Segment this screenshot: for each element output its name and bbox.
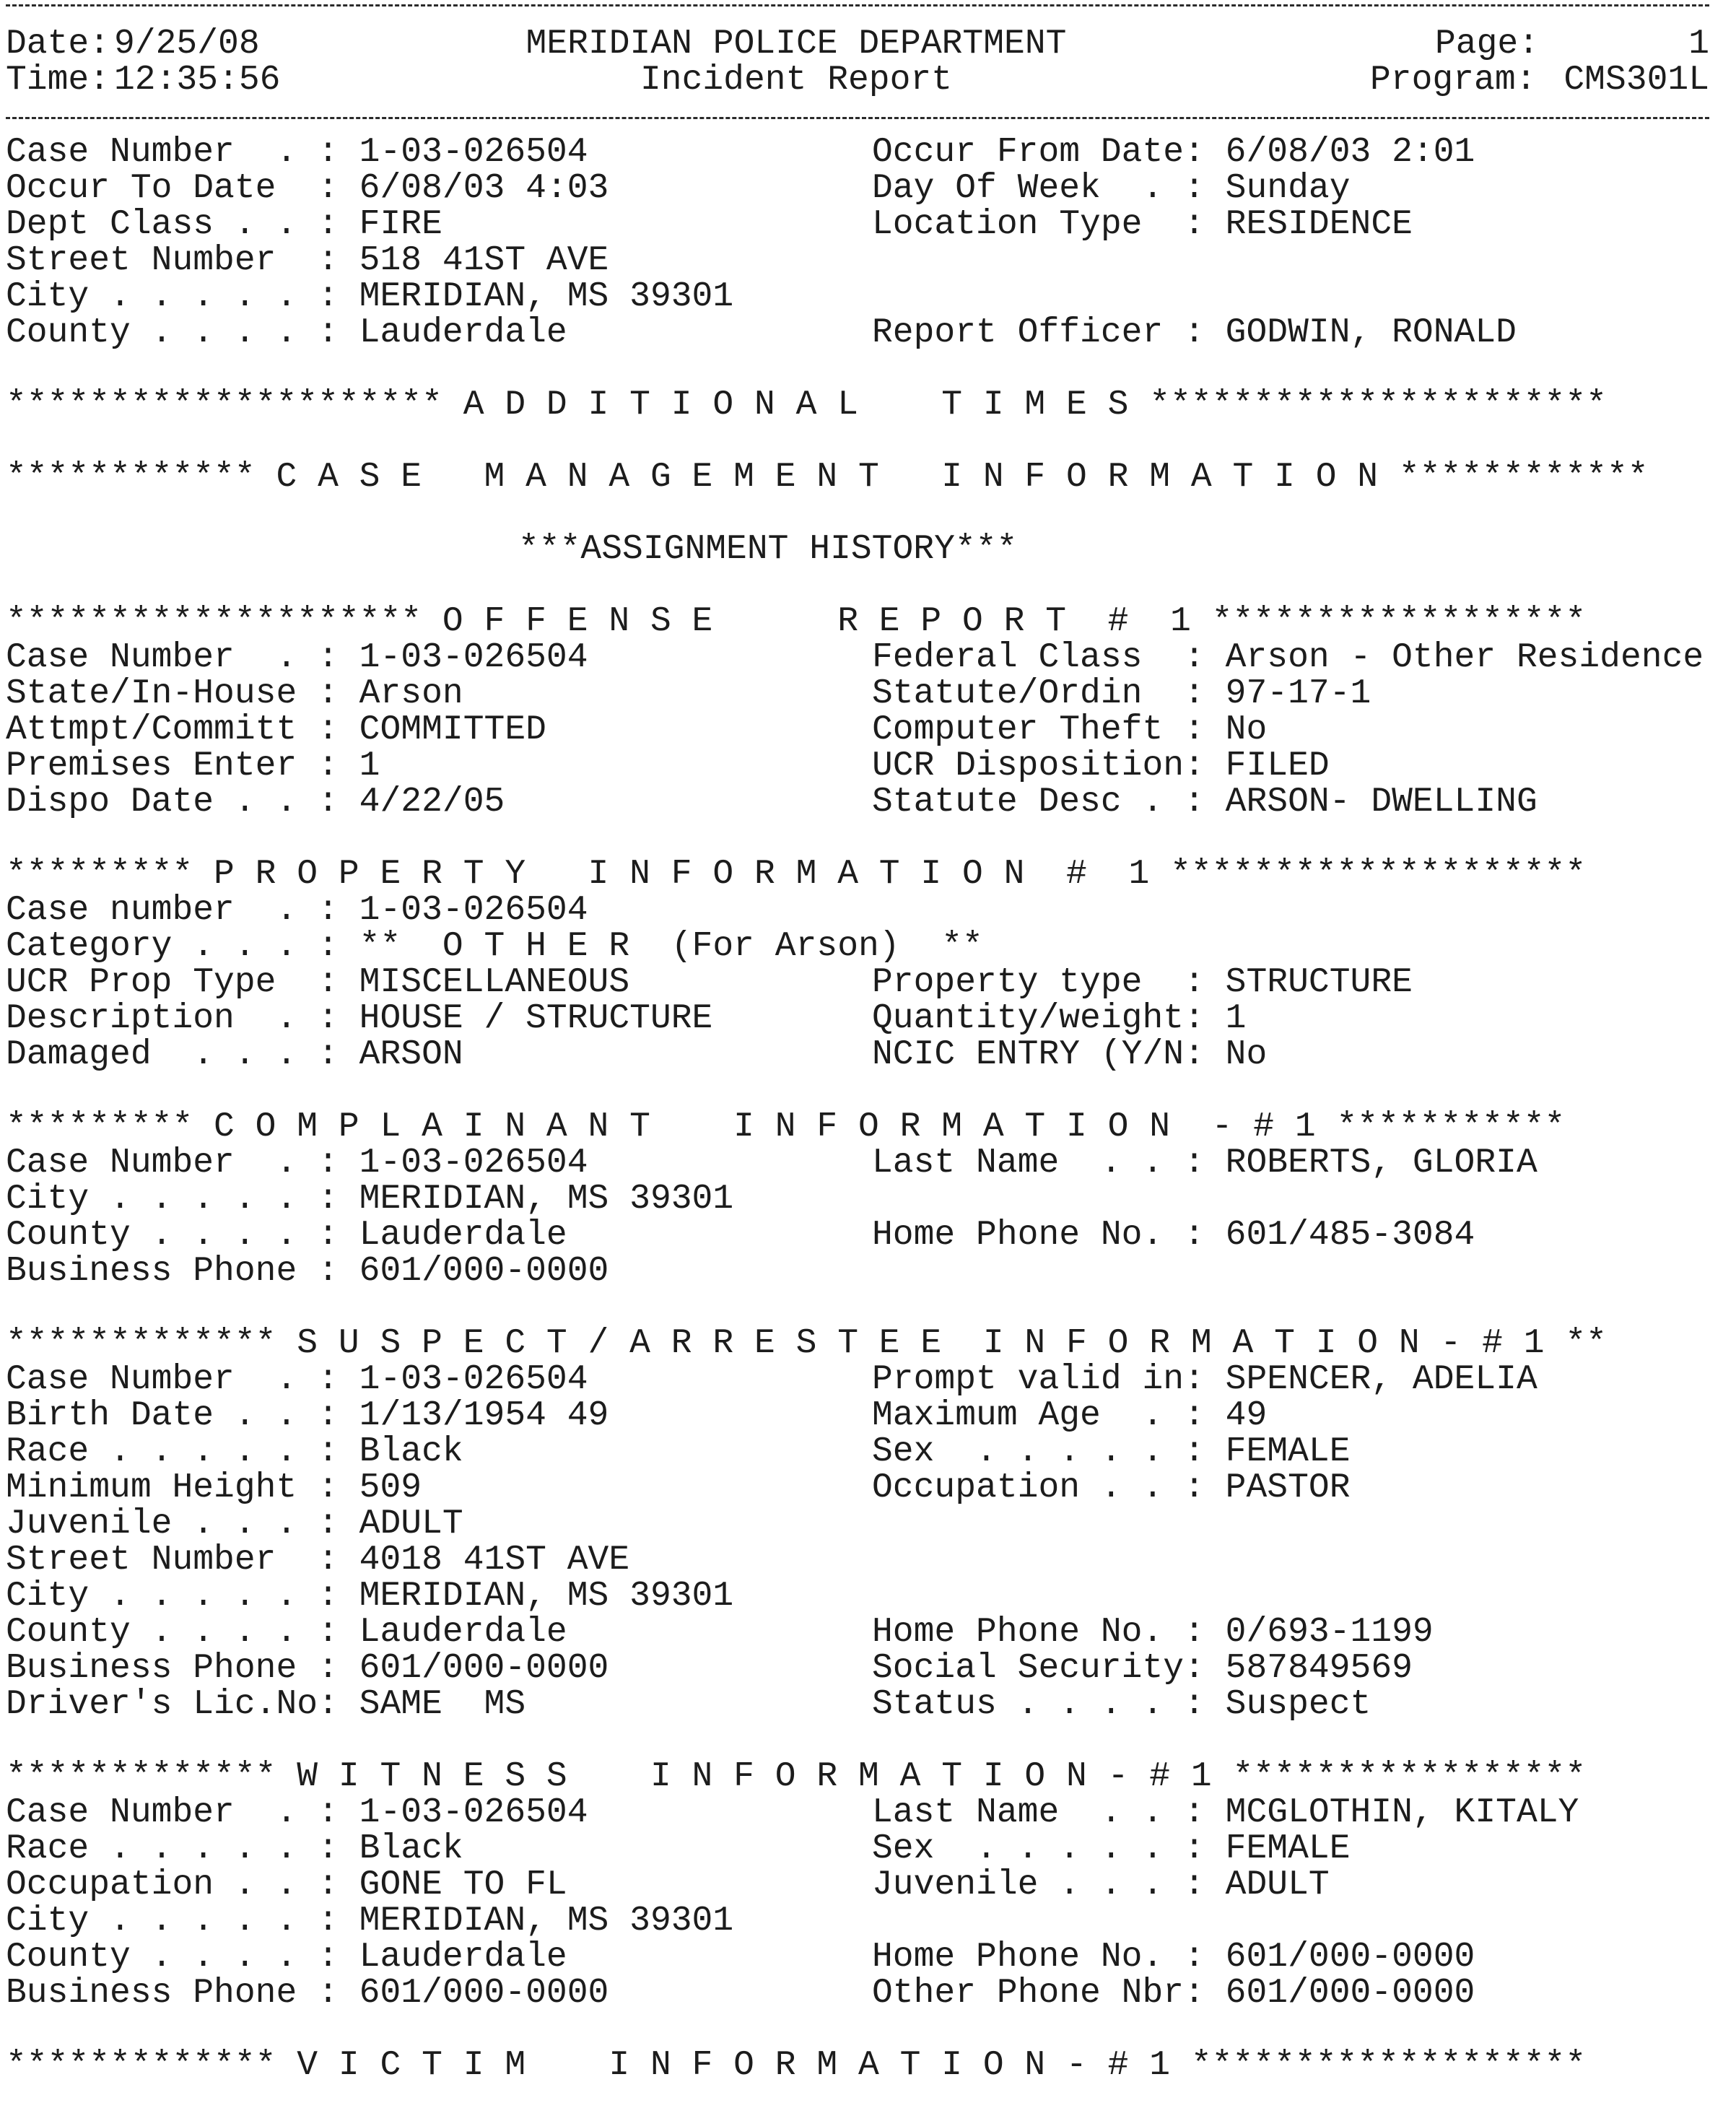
property-field-left: Description . : HOUSE / STRUCTURE [6,999,713,1038]
offense-field-left: Case Number . : 1-03-026504 [6,638,588,677]
suspect-field-right: Home Phone No. : 0/693-1199 [872,1613,1434,1652]
property-line [6,892,1731,928]
witness-line [6,1867,1731,1903]
time-label: Time: [6,61,110,100]
program-code: CMS301L [1563,61,1709,100]
suspect-line [6,1578,1731,1614]
header-rule [6,117,1709,119]
case-field-left: County . . . . : Lauderdale [6,313,567,352]
suspect-field-right: Social Security: 587849569 [872,1649,1413,1688]
complainant-line [6,1217,1731,1253]
witness-line [6,1903,1731,1939]
suspect-field-left: Driver's Lic.No: SAME MS [6,1685,526,1724]
property-field-left: Category . . . : ** O T H E R (For Arson) ** [6,927,983,966]
case-field-left: Dept Class . . : FIRE [6,205,442,244]
offense-line [6,676,1731,712]
witness-line [6,1975,1731,2011]
property-field-right: Quantity/weight: 1 [872,999,1247,1038]
suspect-field-right: Occupation . . : PASTOR [872,1468,1351,1507]
suspect-field-left: Street Number : 4018 41ST AVE [6,1541,630,1580]
property-field-right: Property type : STRUCTURE [872,963,1413,1002]
suspect-line [6,1506,1731,1542]
suspect-field-right: Maximum Age . : 49 [872,1396,1268,1435]
complainant-field-right: Home Phone No. : 601/485-3084 [872,1216,1475,1255]
suspect-line [6,1434,1731,1470]
suspect-field-left: Juvenile . . . : ADULT [6,1504,463,1543]
suspect-field-right: Prompt valid in: SPENCER, ADELIA [872,1360,1537,1399]
additional-times-banner: ********************* A D D I T I O N A L T I M E S ********************** [6,387,1607,423]
case-line [6,134,1731,170]
witness-line [6,1795,1731,1831]
complainant-banner: ********* C O M P L A I N A N T I N F O R M A T I O N - # 1 *********** [6,1109,1566,1145]
complainant-field-left: Case Number . : 1-03-026504 [6,1144,588,1183]
witness-field-right: Last Name . . : MCGLOTHIN, KITALY [872,1793,1579,1832]
suspect-field-left: City . . . . . : MERIDIAN, MS 39301 [6,1577,734,1616]
suspect-field-left: Business Phone : 601/000-0000 [6,1649,609,1688]
witness-field-right: Juvenile . . . : ADULT [872,1865,1330,1904]
report-date: 9/25/08 [114,25,260,64]
property-banner: ********* P R O P E R T Y I N F O R M A T I O N # 1 ******************** [6,856,1587,892]
offense-field-right: UCR Disposition: FILED [872,746,1330,785]
victim-banner: ************* V I C T I M I N F O R M A T I O N - # 1 ******************* [6,2047,1587,2083]
case-field-left: Street Number : 518 41ST AVE [6,241,609,280]
case-management-banner: ************ C A S E M A N A G E M E N T I N F O R M A T I O N ************ [6,459,1649,495]
case-field-right: Occur From Date: 6/08/03 2:01 [872,133,1475,172]
case-field-left: City . . . . . : MERIDIAN, MS 39301 [6,277,734,316]
property-field-left: Damaged . . . : ARSON [6,1035,463,1074]
suspect-line [6,1614,1731,1650]
page-number: 1 [1688,25,1709,64]
offense-field-left: Attmpt/Committ : COMMITTED [6,710,546,749]
offense-line [6,748,1731,784]
department-name: MERIDIAN POLICE DEPARTMENT [525,25,1067,64]
offense-line [6,784,1731,820]
suspect-field-left: Birth Date . . : 1/13/1954 49 [6,1396,609,1435]
suspect-line [6,1686,1731,1723]
case-line [6,206,1731,243]
witness-field-right: Other Phone Nbr: 601/000-0000 [872,1974,1475,2013]
case-field-right: Day Of Week . : Sunday [872,169,1351,208]
case-line [6,243,1731,279]
top-rule [6,4,1709,6]
complainant-field-left: Business Phone : 601/000-0000 [6,1252,609,1291]
suspect-banner: ************* S U S P E C T / A R R E S T E E I N F O R M A T I O N - # 1 ** [6,1325,1607,1362]
suspect-line [6,1650,1731,1686]
property-line [6,964,1731,1001]
complainant-line [6,1145,1731,1181]
report-title: Incident Report [640,61,953,100]
date-label: Date: [6,25,110,64]
witness-field-left: County . . . . : Lauderdale [6,1938,567,1977]
witness-field-left: Occupation . . : GONE TO FL [6,1865,567,1904]
witness-line [6,1831,1731,1867]
complainant-line [6,1253,1731,1289]
witness-field-left: Business Phone : 601/000-0000 [6,1974,609,2013]
suspect-field-left: Minimum Height : 509 [6,1468,422,1507]
witness-field-left: Case Number . : 1-03-026504 [6,1793,588,1832]
witness-field-left: Race . . . . . : Black [6,1829,463,1868]
property-field-left: Case number . : 1-03-026504 [6,891,588,930]
offense-field-left: Dispo Date . . : 4/22/05 [6,783,505,822]
offense-line [6,640,1731,676]
suspect-line [6,1542,1731,1578]
suspect-field-right: Status . . . . : Suspect [872,1685,1371,1724]
case-line [6,315,1731,351]
suspect-field-right: Sex . . . . . : FEMALE [872,1432,1351,1471]
complainant-line [6,1181,1731,1217]
case-line [6,279,1731,315]
suspect-line [6,1470,1731,1506]
offense-line [6,712,1731,748]
complainant-field-left: City . . . . . : MERIDIAN, MS 39301 [6,1180,734,1219]
page-label: Page: [1435,25,1540,64]
suspect-field-left: County . . . . : Lauderdale [6,1613,567,1652]
offense-field-right: Statute Desc . : ARSON- DWELLING [872,783,1537,822]
case-field-left: Case Number . : 1-03-026504 [6,133,588,172]
suspect-line [6,1398,1731,1434]
suspect-field-left: Race . . . . . : Black [6,1432,463,1471]
witness-field-right: Sex . . . . . : FEMALE [872,1829,1351,1868]
complainant-field-right: Last Name . . : ROBERTS, GLORIA [872,1144,1537,1183]
report-time: 12:35:56 [114,61,281,100]
property-line [6,1001,1731,1037]
case-field-right: Location Type : RESIDENCE [872,205,1413,244]
witness-banner: ************* W I T N E S S I N F O R M A T I O N - # 1 ***************** [6,1759,1587,1795]
assignment-history-heading: ***ASSIGNMENT HISTORY*** [518,530,1018,569]
witness-field-left: City . . . . . : MERIDIAN, MS 39301 [6,1902,734,1941]
case-line [6,170,1731,206]
property-field-left: UCR Prop Type : MISCELLANEOUS [6,963,630,1002]
suspect-line [6,1362,1731,1398]
offense-field-right: Statute/Ordin : 97-17-1 [872,674,1371,713]
offense-field-left: Premises Enter : 1 [6,746,380,785]
header-line-2 [6,62,1731,98]
offense-field-left: State/In-House : Arson [6,674,463,713]
witness-field-right: Home Phone No. : 601/000-0000 [872,1938,1475,1977]
property-field-right: NCIC ENTRY (Y/N: No [872,1035,1268,1074]
complainant-field-left: County . . . . : Lauderdale [6,1216,567,1255]
header-line-1 [6,26,1731,62]
case-field-right: Report Officer : GODWIN, RONALD [872,313,1517,352]
case-field-left: Occur To Date : 6/08/03 4:03 [6,169,609,208]
property-line [6,928,1731,964]
property-line [6,1037,1731,1073]
offense-field-right: Computer Theft : No [872,710,1268,749]
program-label: Program: [1370,61,1537,100]
offense-banner: ******************** O F F E N S E R E P O R T # 1 ****************** [6,604,1587,640]
witness-line [6,1939,1731,1975]
suspect-field-left: Case Number . : 1-03-026504 [6,1360,588,1399]
offense-field-right: Federal Class : Arson - Other Residence [872,638,1704,677]
assignment-history-line [6,531,1731,567]
incident-report-page [6,0,1731,2084]
